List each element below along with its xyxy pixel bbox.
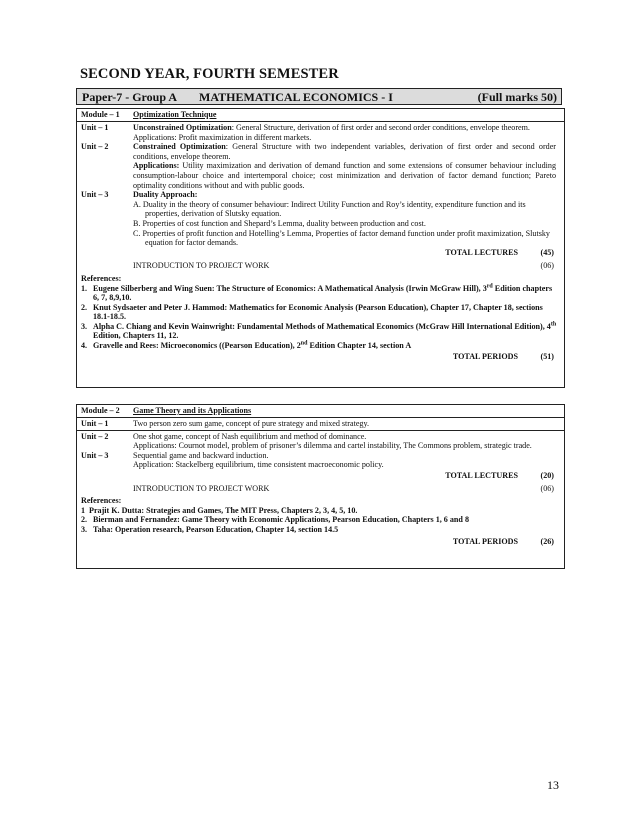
superscript: th [550, 321, 557, 328]
total-lectures [77, 248, 564, 258]
paper-marks: (Full marks 50) [477, 90, 557, 104]
intro-value: (06) [540, 261, 554, 271]
unit-item-a: A. Duality in the theory of consumer behaviour: Indirect Utility Function and Roy’s identity, expenditure function and its properties, derivation of Slutsky equation. [133, 199, 526, 219]
unit-label: Unit – 2 [81, 142, 109, 152]
unit-item-c: C. Properties of profit function and Hotelling’s Lemma, Properties of factor demand function under profit maximization, Slutsky equation for factor demands. [133, 228, 550, 248]
intro-project-work [77, 261, 564, 271]
reference-text: Edition Chapter 14, section A [307, 341, 412, 351]
paper-subject: MATHEMATICAL ECONOMICS - I [199, 90, 393, 104]
reference-text: Bierman and Fernandez: Game Theory with Economic Applications, Pearson Education, Chapters 1, 6 and 8 [93, 515, 469, 525]
reference-number: 3. [81, 321, 88, 331]
module-2-unit-3 [77, 451, 564, 470]
reference-number: 2. [81, 515, 88, 525]
total-lectures-label: TOTAL LECTURES [445, 470, 518, 480]
unit-text: : General Structure with two independent variables, derivation of first order and second order conditions, envelope theorem. [133, 142, 556, 161]
unit-text: Two person zero sum game, concept of pure strategy and mixed strategy. [133, 419, 370, 428]
references-heading: References: [81, 496, 122, 506]
reference-number: 2. [81, 302, 88, 312]
unit-text: : General Structure, derivation of first order and second order conditions, envelope theorem. [231, 123, 530, 132]
total-lectures-value: (45) [540, 247, 554, 257]
reference-number: 4. [81, 341, 88, 351]
unit-label: Unit – 1 [81, 419, 109, 428]
unit-heading: Duality Approach: [133, 190, 198, 200]
intro-label: INTRODUCTION TO PROJECT WORK [133, 483, 270, 493]
reference-item [81, 303, 560, 322]
reference-text: Eugene Silberberg and Wing Suen: The Structure of Economics: A Mathematical Analysis (Irwin McGraw Hill), 3 [93, 283, 487, 293]
paper-label: Paper-7 - Group A [82, 90, 177, 104]
unit-label: Unit – 1 [81, 123, 109, 132]
unit-text: One shot game, concept of Nash equilibrium and method of dominance. [133, 431, 367, 441]
unit-applications: Utility maximization and derivation of demand function and some extensions of consumer behaviour including consumption-labour choice and intertemporal choice; cost minimization and derivation of factor demand function; Pareto optimality conditions without and with public goods. [133, 161, 556, 190]
unit-heading: Constrained Optimization [133, 142, 226, 152]
reference-number: 3. [81, 524, 88, 534]
page-title: SECOND YEAR, FOURTH SEMESTER [80, 66, 339, 82]
module-2-box [76, 404, 565, 569]
unit-item-b: B. Properties of cost function and Shepard’s Lemma, duality between production and cost. [133, 218, 426, 228]
module-1-label: Module – 1 [81, 110, 120, 119]
module-2-title: Game Theory and its Applications [133, 406, 252, 415]
module-2-unit-1 [77, 418, 564, 431]
reference-number: 1. [81, 283, 88, 293]
reference-text: Knut Sydsaeter and Peter J. Hammod: Mathematics for Economic Analysis (Pearson Education), Chapter 17, Chapter 18, sections 18.1-18.5. [93, 302, 543, 322]
total-periods-label: TOTAL PERIODS [452, 351, 518, 361]
page-number: 13 [547, 778, 559, 792]
applications-heading: Applications: [133, 161, 180, 171]
intro-value: (06) [540, 483, 554, 493]
total-periods-label: TOTAL PERIODS [452, 536, 518, 546]
reference-item [81, 506, 560, 516]
reference-number: 1 [81, 505, 86, 515]
total-lectures-label: TOTAL LECTURES [445, 247, 518, 257]
reference-text: Alpha C. Chiang and Kevin Wainwright: Fundamental Methods of Mathematical Economics (McGraw Hill International Edition), 4 [93, 321, 551, 331]
superscript: nd [300, 340, 308, 347]
intro-label: INTRODUCTION TO PROJECT WORK [133, 261, 270, 271]
module-1-references [77, 271, 564, 361]
reference-text: Edition, Chapters 11, 12. [93, 331, 179, 341]
unit-label: Unit – 3 [81, 450, 109, 460]
module-2-references [77, 493, 564, 546]
paper-header-bar [76, 88, 562, 105]
total-periods [81, 352, 560, 362]
reference-item [81, 341, 560, 351]
unit-label: Unit – 2 [81, 431, 109, 441]
unit-text: Sequential game and backward induction. [133, 450, 269, 460]
module-1-unit-3 [77, 190, 564, 248]
module-1-header [77, 109, 564, 122]
module-2-unit-2 [77, 432, 564, 451]
module-2-header [77, 405, 564, 418]
module-1-box [76, 108, 565, 388]
unit-applications: Applications: Profit maximization in different markets. [133, 132, 312, 142]
total-periods-value: (26) [540, 536, 554, 546]
references-heading: References: [81, 273, 122, 283]
module-2-label: Module – 2 [81, 406, 120, 415]
module-1-unit-2 [77, 142, 564, 190]
intro-project-work [77, 484, 564, 494]
reference-text: Edition chapters 6, 7, 8,9,10. [93, 283, 553, 303]
total-lectures-value: (20) [540, 470, 554, 480]
total-lectures [77, 471, 564, 481]
total-periods-value: (51) [540, 351, 554, 361]
reference-text: Taha: Operation research, Pearson Education, Chapter 14, section 14.5 [93, 524, 339, 534]
module-1-title: Optimization Technique [133, 110, 217, 119]
unit-label: Unit – 3 [81, 190, 109, 200]
total-periods [81, 537, 560, 547]
reference-item [81, 515, 560, 525]
reference-item [81, 322, 560, 341]
reference-item [81, 284, 560, 303]
reference-text: Gravelle and Rees: Microeconomics ((Pearson Education), 2 [93, 341, 301, 351]
unit-heading: Unconstrained Optimization [133, 123, 232, 132]
unit-applications: Applications: Cournot model, problem of prisoner’s dilemma and cartel instability, The Commons problem, strategic trade. [133, 441, 532, 451]
module-1-unit-1 [77, 123, 564, 142]
reference-item [81, 525, 560, 535]
unit-applications: Application: Stackelberg equilibrium, time consistent macroeconomic policy. [133, 460, 384, 470]
reference-text: Prajit K. Dutta: Strategies and Games, The MIT Press, Chapters 2, 3, 4, 5, 10. [89, 505, 358, 515]
superscript: rd [486, 282, 493, 289]
